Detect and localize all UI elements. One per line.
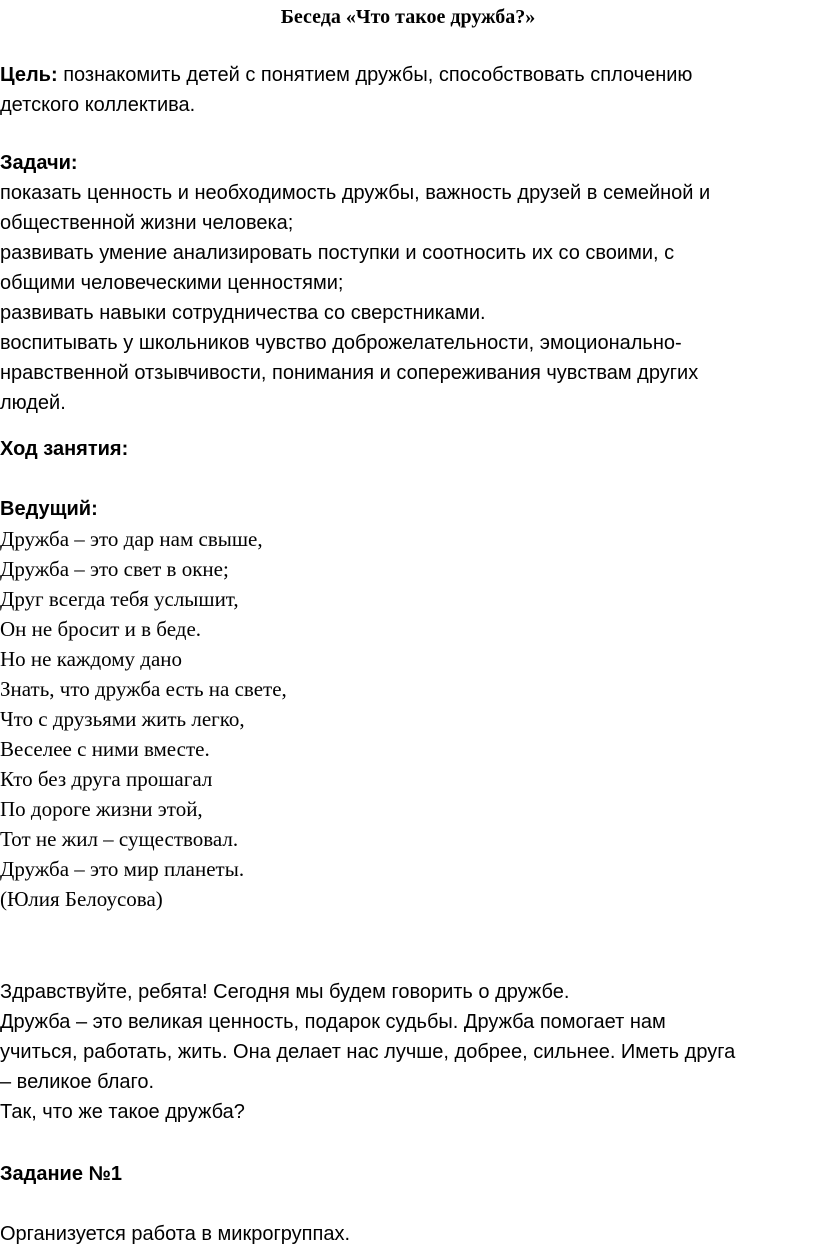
intro-line: Дружба – это великая ценность, подарок судьбы. Дружба помогает нам [0,1011,666,1033]
goal-label: Цель: [0,64,58,86]
task1-text: Организуется работа в микрогруппах. [0,1223,351,1245]
poem-line: Но не каждому дано [0,647,183,671]
goal-text-line-2: детского коллектива. [0,94,196,116]
task1-heading: Задание №1 [0,1163,122,1185]
poem-line: Тот не жил – существовал. [0,827,239,851]
poem-line: По дороге жизни этой, [0,797,203,821]
poem-line: Дружба – это дар нам свыше, [0,527,263,551]
poem-line: Дружба – это мир планеты. [0,857,245,881]
poem-line: Кто без друга прошагал [0,767,213,791]
poem [0,524,812,914]
intro-line: Так, что же такое дружба? [0,1101,245,1123]
intro-line: Здравствуйте, ребята! Сегодня мы будем говорить о дружбе. [0,981,570,1003]
task-line: воспитывать у школьников чувство доброжелательности, эмоционально- [0,332,682,354]
task-line: общими человеческими ценностями; [0,272,344,294]
poem-line: Друг всегда тебя услышит, [0,587,239,611]
poem-line: Что с друзьями жить легко, [0,707,245,731]
tasks-heading: Задачи: [0,152,78,174]
poem-author: (Юлия Белоусова) [0,887,163,911]
poem-line: Знать, что дружба есть на свете, [0,677,287,701]
tasks-section [0,148,812,418]
task-line: людей. [0,392,66,414]
task-line: нравственной отзывчивости, понимания и сопереживания чувствам других [0,362,699,384]
page-title: Беседа «Что такое дружба?» [280,6,536,28]
poem-line: Веселее с ними вместе. [0,737,210,761]
goal-text-line-1: познакомить детей с понятием дружбы, способствовать сплочению [57,64,693,86]
lesson-heading: Ход занятия: [0,438,129,460]
task-line: показать ценность и необходимость дружбы, важность друзей в семейной и [0,182,711,204]
intro-paragraph [0,977,812,1127]
host-heading: Ведущий: [0,498,98,520]
goal-paragraph [0,60,812,120]
task-line: общественной жизни человека; [0,212,294,234]
task-line: развивать умение анализировать поступки и соотносить их со своими, с [0,242,675,264]
task-line: развивать навыки сотрудничества со сверстниками. [0,302,486,324]
intro-line: – великое благо. [0,1071,155,1093]
poem-line: Дружба – это свет в окне; [0,557,229,581]
poem-line: Он не бросит и в беде. [0,617,202,641]
intro-line: учиться, работать, жить. Она делает нас лучше, добрее, сильнее. Иметь друга [0,1041,736,1063]
